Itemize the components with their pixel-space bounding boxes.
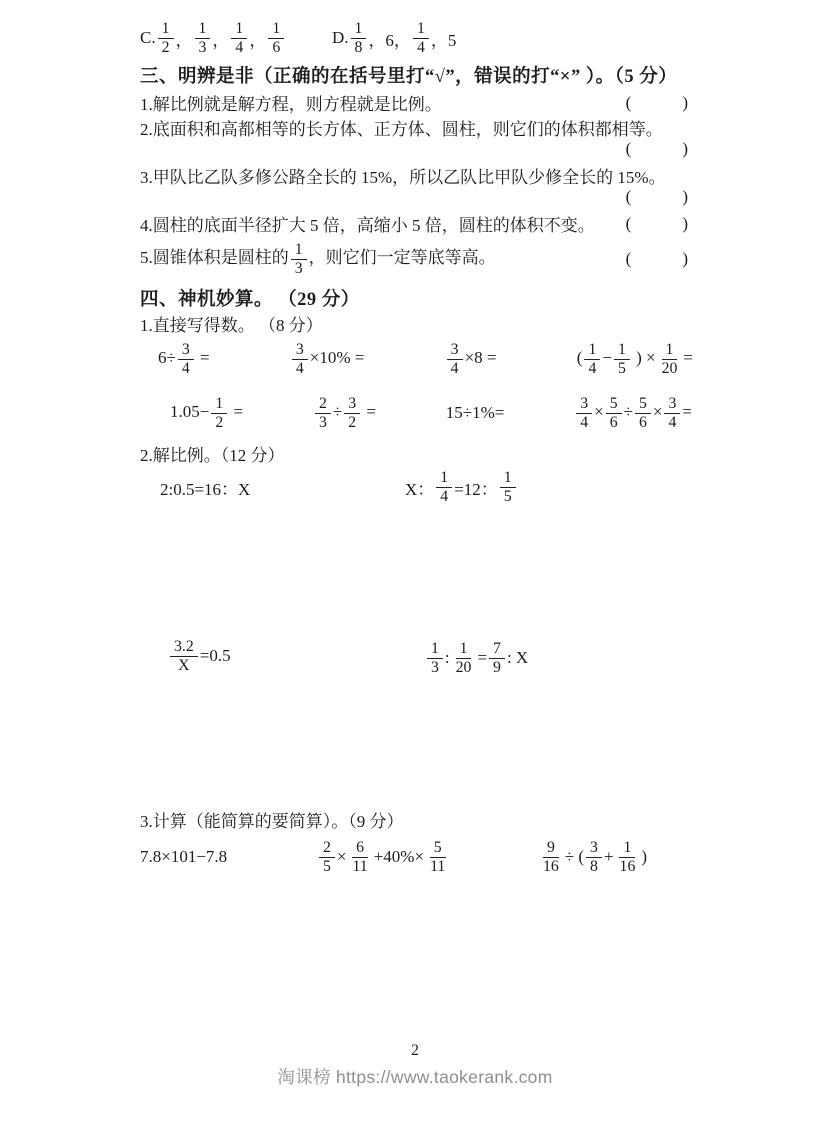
- proportion-1: 2:0.5=16：X: [160, 479, 251, 499]
- question-1: [140, 90, 688, 115]
- section4-sub1-title: 1.直接写得数。 （8 分）: [140, 316, 323, 335]
- section3-title: 三、明辨是非（正确的在括号里打“√”，错误的打“×” ）。（5 分）: [140, 67, 678, 87]
- fraction: $\frac{1}{20}$: [661, 340, 678, 377]
- proportion-3: $\frac{3.2}{X}$ =0.5: [168, 630, 231, 682]
- simplify-calc-1: 7.8×101−7.8: [140, 847, 228, 866]
- direct-calc-row-1: [158, 333, 693, 385]
- question-2-text: 2.底面积和高都相等的长方体、正方体、圆柱，则它们的体积都相等。: [140, 120, 663, 139]
- answer-bracket-3-row: [140, 187, 688, 207]
- expression: $\frac{3}{4}$ ×10% =: [290, 341, 365, 377]
- fraction: $\frac{1}{3}$: [195, 20, 211, 56]
- fraction: $\frac{1}{16}$: [619, 838, 636, 875]
- fraction: $\frac{5}{11}$: [430, 838, 446, 875]
- direct-calc-row-2: [170, 387, 692, 439]
- section4-title: 四、神机妙算。 （29 分）: [140, 290, 360, 310]
- fraction: $\frac{3}{4}$: [292, 341, 308, 377]
- proportion-2: X： $\frac{1}{4}$ =12： $\frac{1}{5}$: [405, 463, 518, 511]
- fraction: $\frac{5}{6}$: [606, 395, 622, 431]
- fraction: $\frac{1}{4}$: [231, 20, 247, 56]
- fraction: $\frac{2}{3}$: [315, 395, 331, 431]
- fraction: $\frac{2}{5}$: [319, 839, 335, 875]
- fraction: $\frac{1}{2}$: [158, 20, 174, 56]
- fraction: $\frac{1}{5}$: [500, 469, 516, 505]
- option-d: D. $\frac{1}{8}$ ，6， $\frac{1}{4}$ ，5: [332, 19, 457, 56]
- section4-sub3-title: 3.计算（能简算的要简算）。（9 分）: [140, 812, 404, 831]
- fraction: $\frac{6}{11}$: [352, 838, 368, 875]
- fraction: $\frac{1}{4}$: [413, 20, 429, 56]
- fraction: $\frac{5}{6}$: [635, 395, 651, 431]
- fraction: $\frac{1}{3}$: [427, 640, 443, 676]
- fraction: $\frac{3.2}{X}$: [170, 638, 198, 674]
- answer-bracket-3: ( ): [625, 187, 688, 206]
- fraction: $\frac{1}{3}$: [291, 241, 307, 277]
- expression: ( $\frac{1}{4}$ − $\frac{1}{5}$ ) × $\frac{1}{20}$ =: [576, 340, 693, 377]
- answer-bracket-5: ( ): [625, 249, 688, 268]
- fraction: $\frac{1}{20}$: [455, 639, 472, 676]
- question-3-text: 3.甲队比乙队多修公路全长的 15%，所以乙队比甲队少修全长的 15%。: [140, 168, 666, 187]
- fraction: $\frac{3}{4}$: [664, 395, 680, 431]
- question-4: [140, 211, 688, 236]
- page-number: 2: [411, 1042, 419, 1059]
- fraction: $\frac{1}{2}$: [211, 395, 227, 431]
- simplify-calc-3: $\frac{9}{16}$ ÷ ( $\frac{3}{8}$ + $\frac{1}{16}$ ): [537, 831, 647, 883]
- proportion-4: $\frac{1}{3}$ : $\frac{1}{20}$ = $\frac{7}{9}$ : X: [425, 634, 528, 682]
- expression: 1.05− $\frac{1}{2}$ =: [170, 394, 244, 431]
- simplify-calc-2: $\frac{2}{5}$ × $\frac{6}{11}$ +40%× $\frac{5}{11}$: [317, 831, 451, 883]
- answer-bracket-1: ( ): [625, 92, 688, 112]
- answer-bracket-2: ( ): [625, 139, 688, 158]
- fraction: $\frac{1}{6}$: [268, 20, 284, 56]
- fraction: $\frac{3}{4}$: [576, 395, 592, 431]
- answer-bracket-2-row: [140, 139, 688, 159]
- fraction: $\frac{1}{8}$: [351, 20, 367, 56]
- question-5-text: 5.圆锥体积是圆柱的 $\frac{1}{3}$ ，则它们一定等底等高。: [140, 240, 496, 277]
- fraction: $\frac{3}{2}$: [344, 395, 360, 431]
- fraction: $\frac{3}{8}$: [586, 839, 602, 875]
- question-4-text: 4.圆柱的底面半径扩大 5 倍，高缩小 5 倍，圆柱的体积不变。: [140, 216, 595, 235]
- fraction: $\frac{1}{4}$: [436, 469, 452, 505]
- question-5: [140, 236, 688, 282]
- fraction: $\frac{1}{4}$: [584, 341, 600, 377]
- expression: 6÷ $\frac{3}{4}$ =: [158, 340, 210, 377]
- section4-sub2-title: 2.解比例。（12 分）: [140, 446, 285, 465]
- expression: $\frac{2}{3}$ ÷ $\frac{3}{2}$ =: [313, 395, 376, 431]
- expression: $\frac{3}{4}$ × $\frac{5}{6}$ ÷ $\frac{5}{6}$ × $\frac{3}{4}$ =: [574, 395, 692, 431]
- expression: 15÷1%=: [445, 403, 505, 422]
- watermark-link: 淘课榜 https://www.taokerank.com: [277, 1067, 553, 1087]
- fraction: $\frac{1}{5}$: [614, 341, 630, 377]
- expression: $\frac{3}{4}$ ×8 =: [445, 341, 497, 377]
- answer-bracket-4: ( ): [625, 213, 688, 233]
- question-1-text: 1.解比例就是解方程，则方程就是比例。: [140, 95, 442, 114]
- fraction: $\frac{3}{4}$: [178, 341, 194, 377]
- fraction: $\frac{9}{16}$: [543, 838, 559, 875]
- fraction: $\frac{7}{9}$: [489, 640, 505, 676]
- option-c: C. $\frac{1}{2}$ ， $\frac{1}{3}$ ， $\frac{1}{4}$ ， $\frac{1}{6}$: [140, 14, 286, 62]
- fraction: $\frac{3}{4}$: [447, 341, 463, 377]
